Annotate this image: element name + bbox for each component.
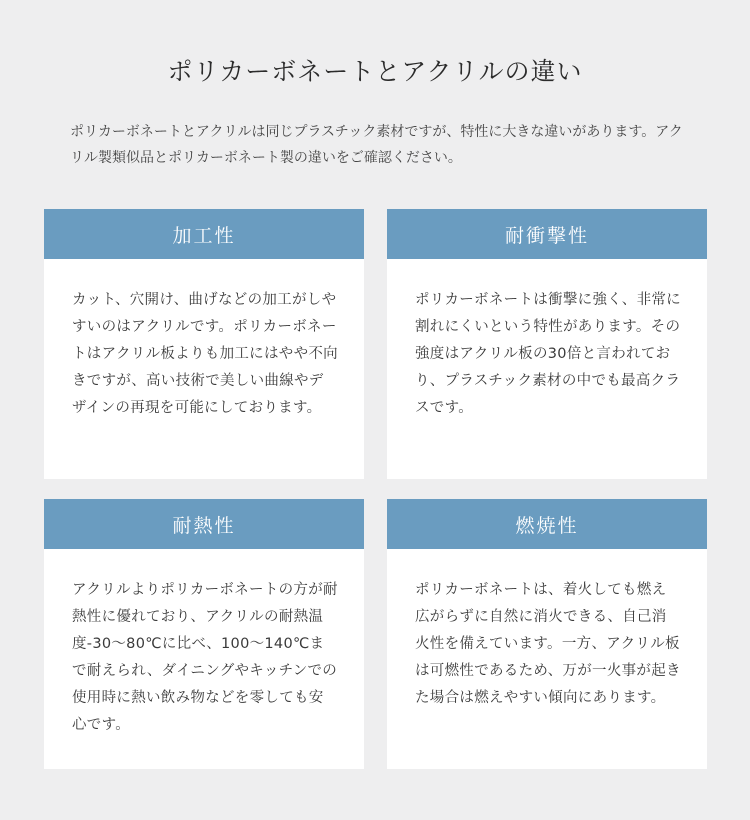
card-body-text: ポリカーボネートは衝撃に強く、非常に割れにくいという特性があります。その強度はアクリル板の30倍と言われており、プラスチック素材の中でも最高クラスです。 <box>415 292 681 416</box>
intro-text: ポリカーボネートとアクリルは同じプラスチック素材ですが、特性に大きな違いがあります。アクリル製類似品とポリカーボネート製の違いをご確認ください。 <box>70 124 683 166</box>
card-heat-resistance <box>44 499 364 769</box>
card-heading: 耐衝撃性 <box>387 209 707 259</box>
card-body-text: カット、穴開け、曲げなどの加工がしやすいのはアクリルです。ポリカーボネートはアクリル板よりも加工にはやや不向きですが、高い技術で美しい曲線やデザインの再現を可能にしております。 <box>72 292 338 416</box>
card-body-text: ポリカーボネートは、着火しても燃え広がらずに自然に消火できる、自己消火性を備えています。一方、アクリル板は可燃性であるため、万が一火事が起きた場合は燃えやすい傾向にあります。 <box>415 582 681 706</box>
card-impact-resistance <box>387 209 707 479</box>
card-processability <box>44 209 364 479</box>
card-flammability <box>387 499 707 769</box>
page-title: ポリカーボネートとアクリルの違い <box>167 57 583 86</box>
card-heading: 耐熱性 <box>44 499 364 549</box>
card-heading: 加工性 <box>44 209 364 259</box>
card-heading: 燃焼性 <box>387 499 707 549</box>
card-body-text: アクリルよりポリカーボネートの方が耐熱性に優れており、アクリルの耐熱温度-30〜80℃に比べ、100〜140℃まで耐えられ、ダイニングやキッチンでの使用時に熱い飲み物などを零しても安心です。 <box>72 582 338 733</box>
